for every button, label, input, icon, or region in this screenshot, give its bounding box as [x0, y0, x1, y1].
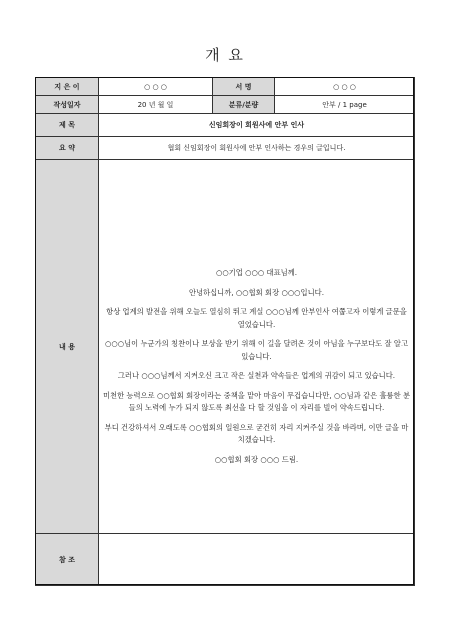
reference-label: 참 조 [36, 534, 99, 586]
sign-value: ○ ○ ○ [275, 78, 415, 96]
date-value: 20 년 월 일 [99, 96, 213, 114]
row-subject [36, 114, 415, 137]
author-label: 지 은 이 [36, 78, 99, 96]
summary-label: 요 약 [36, 137, 99, 160]
letter-hello: 안녕하십니까, ○○협회 회장 ○○○입니다. [188, 287, 325, 297]
letter-closing: ○○협회 회장 ○○○ 드림. [214, 454, 299, 464]
author-value: ○ ○ ○ [99, 78, 213, 96]
row-reference [36, 534, 415, 586]
row-author [36, 78, 415, 96]
category-value: 안부 / 1 page [275, 96, 415, 114]
summary-value: 협회 신임회장이 회원사에 안부 인사하는 경우의 글입니다. [99, 137, 415, 160]
letter-paragraph-3: 그러나 ○○○님께서 지켜오신 크고 작은 실천과 약속들은 업계의 귀감이 되고 있습니다. [117, 371, 396, 380]
date-label: 작성일자 [36, 96, 99, 114]
content-label: 내 용 [36, 160, 99, 534]
row-date [36, 96, 415, 114]
row-summary [36, 137, 415, 160]
category-label: 분류/분량 [213, 96, 275, 114]
letter-paragraph-5: 부디 건강하셔서 오래도록 ○○협회의 일원으로 굳건히 자리 지켜주실 것을 바라며, 이만 글을 마치겠습니다. [104, 422, 409, 444]
sign-label: 서 명 [213, 78, 275, 96]
letter-paragraph-4: 미천한 능력으로 ○○협회 회장이라는 중책을 맡아 마음이 무겁습니다만, ○○님과 같은 훌륭한 분들의 노력에 누가 되지 않도록 최선을 다 할 것임을 이 자리를 빌어 약속드립니다. [102, 390, 411, 412]
letter-greeting: ○○기업 ○○○ 대표님께. [215, 268, 298, 277]
subject-value: 신임회장이 회원사에 안부 인사 [99, 114, 415, 137]
overview-form-table [35, 77, 415, 586]
subject-label: 제 목 [36, 114, 99, 137]
content-body [99, 160, 415, 534]
reference-value [99, 534, 415, 586]
page-title: 개 요 [205, 46, 245, 64]
letter-paragraph-1: 항상 업계의 발전을 위해 오늘도 열심히 뛰고 계실 ○○○님께 안부인사 여쭙고자 이렇게 글문을 열었습니다. [106, 307, 407, 329]
letter-paragraph-2: ○○○님이 누군가의 칭찬이나 보상을 받기 위해 이 길을 달려온 것이 아님을 누구보다도 잘 알고 있습니다. [104, 339, 408, 361]
row-content [36, 160, 415, 534]
